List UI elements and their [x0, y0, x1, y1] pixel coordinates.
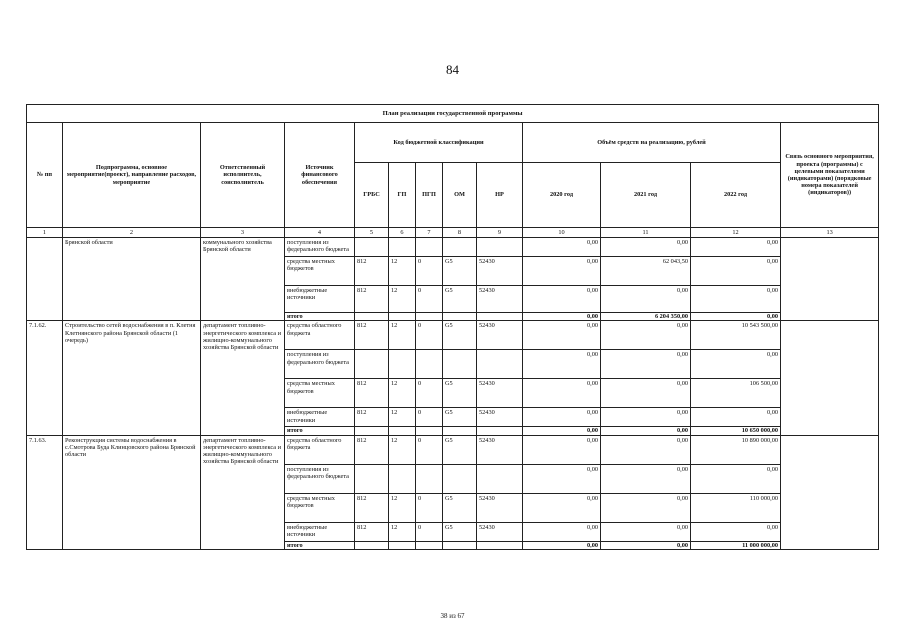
total-label: итого [285, 427, 355, 435]
column-number: 5 [355, 228, 389, 238]
cell-pgp: 0 [416, 379, 443, 408]
program-plan-table [26, 104, 879, 550]
column-number-row [27, 228, 879, 238]
header-gp: ГП [389, 163, 416, 228]
cell-pgp [416, 238, 443, 257]
header-funds: Объём средств на реализацию, рублей [523, 123, 781, 163]
column-number: 7 [416, 228, 443, 238]
row-source: средства местных бюджетов [285, 493, 355, 522]
cell-2021: 0,00 [601, 435, 691, 464]
cell-2020: 0,00 [523, 321, 601, 350]
row-source: средства местных бюджетов [285, 379, 355, 408]
cell-pgp: 0 [416, 286, 443, 313]
cell-pgp: 0 [416, 435, 443, 464]
cell-grbs: 812 [355, 286, 389, 313]
cell-grbs: 812 [355, 257, 389, 286]
column-number: 9 [477, 228, 523, 238]
column-number: 13 [781, 228, 879, 238]
cell-2021: 62 043,50 [601, 257, 691, 286]
cell-2022: 0,00 [691, 286, 781, 313]
row-source: внебюджетные источники [285, 408, 355, 427]
cell-2022: 0,00 [691, 522, 781, 541]
cell-2021: 0,00 [601, 321, 691, 350]
cell-2020: 0,00 [523, 238, 601, 257]
total-2020: 0,00 [523, 313, 601, 321]
header-2022: 2022 год [691, 163, 781, 228]
cell-2020: 0,00 [523, 408, 601, 427]
cell-om: G5 [443, 257, 477, 286]
total-label: итого [285, 541, 355, 549]
row-name: Реконструкция системы водоснабжения в с.Смотрова Буда Клинцовского района Брянской области [63, 435, 201, 549]
cell-om: G5 [443, 286, 477, 313]
cell-2022: 0,00 [691, 350, 781, 379]
cell-gp: 12 [389, 522, 416, 541]
cell-2020: 0,00 [523, 379, 601, 408]
cell-om [443, 464, 477, 493]
cell-grbs [355, 464, 389, 493]
column-number: 6 [389, 228, 416, 238]
row-source: средства областного бюджета [285, 321, 355, 350]
total-2021: 6 204 350,00 [601, 313, 691, 321]
cell-2022: 0,00 [691, 464, 781, 493]
cell-nr: 52430 [477, 408, 523, 427]
header-link: Связь основного мероприятия, проекта (программы) с целевыми показателями (индикаторами) (порядковые номера показателей (индикаторов)) [781, 123, 879, 228]
cell-gp: 12 [389, 257, 416, 286]
total-2020: 0,00 [523, 427, 601, 435]
header-grbs: ГРБС [355, 163, 389, 228]
cell-2022: 110 000,00 [691, 493, 781, 522]
cell-2022: 0,00 [691, 408, 781, 427]
cell-gp: 12 [389, 321, 416, 350]
cell-nr: 52430 [477, 321, 523, 350]
cell-2021: 0,00 [601, 238, 691, 257]
cell-grbs: 812 [355, 321, 389, 350]
total-2021: 0,00 [601, 427, 691, 435]
column-number: 3 [201, 228, 285, 238]
cell-nr: 52430 [477, 257, 523, 286]
cell-om: G5 [443, 435, 477, 464]
cell-nr: 52430 [477, 286, 523, 313]
cell-nr: 52430 [477, 379, 523, 408]
row-source: внебюджетные источники [285, 286, 355, 313]
table-title: План реализации государственной программы [27, 105, 879, 123]
header-om: ОМ [443, 163, 477, 228]
cell-2022: 0,00 [691, 238, 781, 257]
column-number: 1 [27, 228, 63, 238]
cell-grbs: 812 [355, 408, 389, 427]
cell-gp [389, 238, 416, 257]
row-num [27, 238, 63, 321]
header-budget-code: Код бюджетной классификации [355, 123, 523, 163]
total-2020: 0,00 [523, 541, 601, 549]
row-name: Брянской области [63, 238, 201, 321]
cell-2022: 0,00 [691, 257, 781, 286]
cell-om: G5 [443, 321, 477, 350]
row-source: поступления из федерального бюджета [285, 350, 355, 379]
cell-2021: 0,00 [601, 464, 691, 493]
cell-grbs: 812 [355, 522, 389, 541]
header-name: Подпрограмма, основное мероприятие(проект), направление расходов, мероприятие [63, 123, 201, 228]
cell-pgp: 0 [416, 522, 443, 541]
total-2022: 11 000 000,00 [691, 541, 781, 549]
row-num: 7.1.62. [27, 321, 63, 435]
row-source: средства местных бюджетов [285, 257, 355, 286]
row-source: внебюджетные источники [285, 522, 355, 541]
cell-link [781, 435, 879, 549]
header-source: Источник финансового обеспечения [285, 123, 355, 228]
column-number: 4 [285, 228, 355, 238]
cell-pgp [416, 464, 443, 493]
cell-grbs: 812 [355, 379, 389, 408]
cell-link [781, 238, 879, 321]
cell-gp: 12 [389, 379, 416, 408]
cell-2020: 0,00 [523, 257, 601, 286]
total-2022: 10 650 000,00 [691, 427, 781, 435]
header-pgp: ПГП [416, 163, 443, 228]
row-responsible: департамент топливно-энергетического комплекса и жилищно-коммунального хозяйства Брянской области [201, 321, 285, 435]
column-number: 12 [691, 228, 781, 238]
cell-nr: 52430 [477, 435, 523, 464]
cell-gp: 12 [389, 493, 416, 522]
header-2020: 2020 год [523, 163, 601, 228]
column-number: 8 [443, 228, 477, 238]
cell-gp: 12 [389, 435, 416, 464]
cell-gp [389, 464, 416, 493]
cell-2020: 0,00 [523, 464, 601, 493]
cell-2020: 0,00 [523, 435, 601, 464]
cell-nr: 52430 [477, 522, 523, 541]
row-source: поступления из федерального бюджета [285, 238, 355, 257]
cell-2020: 0,00 [523, 522, 601, 541]
header-num: № пп [27, 123, 63, 228]
row-responsible: коммунального хозяйства Брянской области [201, 238, 285, 321]
cell-om: G5 [443, 493, 477, 522]
cell-gp: 12 [389, 408, 416, 427]
cell-grbs [355, 238, 389, 257]
cell-grbs: 812 [355, 493, 389, 522]
cell-pgp: 0 [416, 257, 443, 286]
cell-pgp [416, 350, 443, 379]
column-number: 11 [601, 228, 691, 238]
cell-2021: 0,00 [601, 286, 691, 313]
table-row [27, 435, 879, 464]
header-2021: 2021 год [601, 163, 691, 228]
cell-gp [389, 350, 416, 379]
row-source: поступления из федерального бюджета [285, 464, 355, 493]
column-number: 10 [523, 228, 601, 238]
page-footer: 38 из 67 [440, 612, 465, 620]
cell-2022: 10 890 000,00 [691, 435, 781, 464]
cell-grbs [355, 350, 389, 379]
cell-om: G5 [443, 379, 477, 408]
cell-om [443, 350, 477, 379]
cell-pgp: 0 [416, 408, 443, 427]
cell-link [781, 321, 879, 435]
table-row [27, 321, 879, 350]
row-responsible: департамент топливно-энергетического комплекса и жилищно-коммунального хозяйства Брянской области [201, 435, 285, 549]
cell-om: G5 [443, 408, 477, 427]
cell-2022: 106 500,00 [691, 379, 781, 408]
cell-nr [477, 464, 523, 493]
cell-2021: 0,00 [601, 379, 691, 408]
cell-2021: 0,00 [601, 493, 691, 522]
cell-nr: 52430 [477, 493, 523, 522]
cell-2020: 0,00 [523, 350, 601, 379]
total-label: итого [285, 313, 355, 321]
cell-2021: 0,00 [601, 522, 691, 541]
table-row [27, 238, 879, 257]
header-responsible: Ответственный исполнитель, соисполнитель [201, 123, 285, 228]
column-number: 2 [63, 228, 201, 238]
cell-pgp: 0 [416, 321, 443, 350]
row-source: средства областного бюджета [285, 435, 355, 464]
row-num: 7.1.63. [27, 435, 63, 549]
total-2021: 0,00 [601, 541, 691, 549]
cell-2021: 0,00 [601, 350, 691, 379]
cell-2022: 10 543 500,00 [691, 321, 781, 350]
row-name: Строительство сетей водоснабжения в п. Клетня Клетнянского района Брянской области (1 очередь) [63, 321, 201, 435]
cell-om: G5 [443, 522, 477, 541]
cell-grbs: 812 [355, 435, 389, 464]
cell-2020: 0,00 [523, 286, 601, 313]
cell-nr [477, 350, 523, 379]
cell-2021: 0,00 [601, 408, 691, 427]
header-nr: НР [477, 163, 523, 228]
cell-nr [477, 238, 523, 257]
cell-gp: 12 [389, 286, 416, 313]
cell-om [443, 238, 477, 257]
cell-2020: 0,00 [523, 493, 601, 522]
cell-pgp: 0 [416, 493, 443, 522]
total-2022: 0,00 [691, 313, 781, 321]
page-number: 84 [446, 62, 459, 77]
